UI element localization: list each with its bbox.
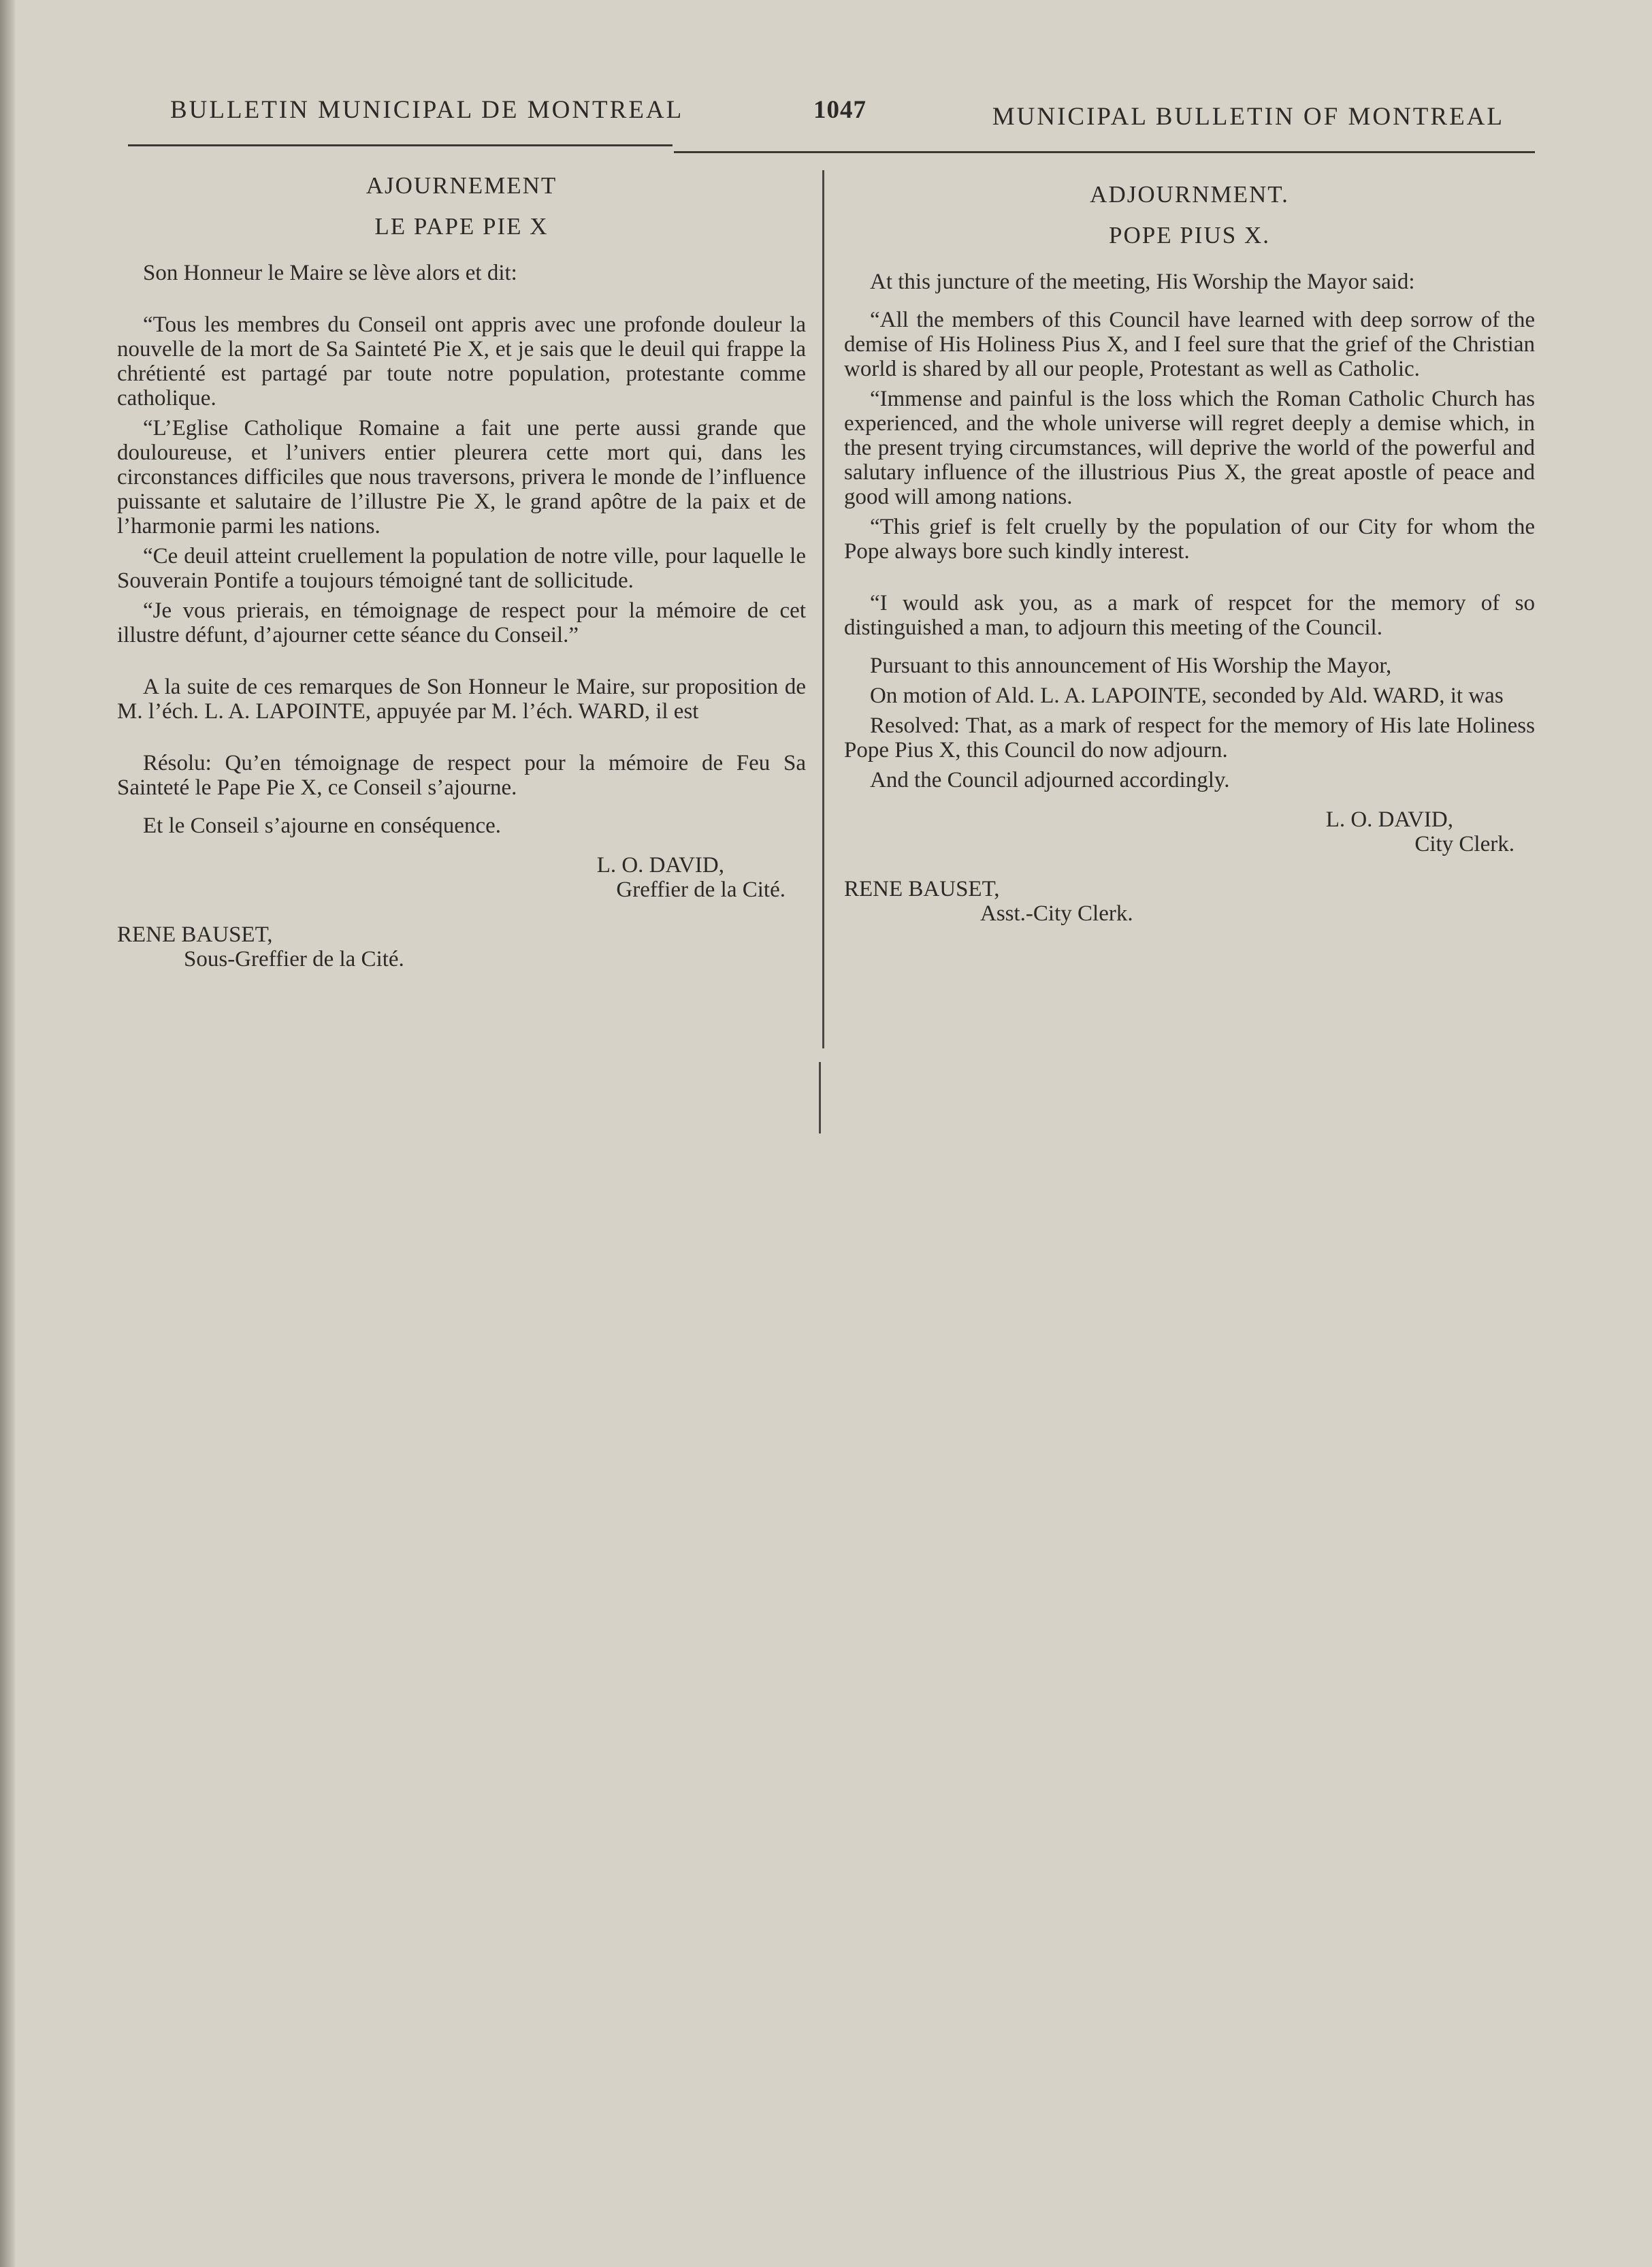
french-clerk-title: Greffier de la Cité. — [616, 878, 785, 902]
header-english-title: MUNICIPAL BULLETIN OF MONTREAL — [992, 103, 1504, 131]
french-intro: Son Honneur le Maire se lève alors et dit: — [143, 261, 517, 285]
english-resolution: Resolved: That, as a mark of respect for the memory of His late Holiness Pope Pius X, this Council do now adjourn. — [844, 713, 1535, 762]
english-clerk-name: L. O. DAVID, — [1325, 807, 1453, 832]
english-heading: ADJOURNMENT. — [1090, 181, 1289, 208]
french-paragraph-3: “Ce deuil atteint cruellement la population de notre ville, pour laquelle le Souverain Pontife a toujours témoigné tant de sollicitude. — [117, 544, 806, 593]
english-intro: At this juncture of the meeting, His Worship the Mayor said: — [870, 270, 1415, 294]
column-divider — [822, 170, 824, 1048]
french-paragraph-4: “Je vous prierais, en témoignage de respect pour la mémoire de cet illustre défunt, d’ajourner cette séance du Conseil.” — [117, 598, 806, 647]
page-binding-edge — [0, 0, 15, 2267]
page-number: 1047 — [813, 96, 867, 124]
english-assistant-name: RENE BAUSET, — [844, 877, 1000, 901]
french-subheading: LE PAPE PIE X — [374, 213, 549, 240]
english-closing: And the Council adjourned accordingly. — [870, 768, 1230, 792]
english-announcement: Pursuant to this announcement of His Worship the Mayor, — [870, 654, 1392, 678]
french-assistant-title: Sous-Greffier de la Cité. — [184, 947, 404, 971]
english-paragraph-4: “I would ask you, as a mark of respcet for the memory of so distinguished a man, to adjourn this meeting of the Council. — [844, 591, 1535, 640]
header-rule-left — [128, 144, 673, 146]
header-rule-right — [674, 151, 1535, 153]
french-paragraph-2: “L’Eglise Catholique Romaine a fait une perte aussi grande que douloureuse, et l’univers entier pleurera cette mort qui, dans les circonstances difficiles que nous traversons, privera le monde de l’influence puissante et salutaire de l’illustre Pie X, le grand apôtre de la paix et de l’harmonie parmi les nations. — [117, 416, 806, 538]
french-closing: Et le Conseil s’ajourne en conséquence. — [143, 814, 501, 838]
french-clerk-name: L. O. DAVID, — [596, 853, 724, 878]
french-paragraph-1: “Tous les membres du Conseil ont appris avec une profonde douleur la nouvelle de la mort de Sa Sainteté Pie X, et je sais que le deuil qui frappe la chrétienté est partagé par toute notre population, protestante comme catholique. — [117, 312, 806, 411]
english-subheading: POPE PIUS X. — [1109, 222, 1270, 248]
english-motion: On motion of Ald. L. A. LAPOINTE, seconded by Ald. WARD, it was — [870, 684, 1504, 708]
english-paragraph-3: “This grief is felt cruelly by the population of our City for whom the Pope always bore such kindly interest. — [844, 515, 1535, 564]
english-assistant-title: Asst.-City Clerk. — [980, 901, 1133, 926]
english-paragraph-2: “Immense and painful is the loss which the Roman Catholic Church has experienced, and the whole universe will regret deeply a demise which, in the present trying circumstances, will deprive the world of the powerful and salutary influence of the illustrious Pius X, the great apostle of peace and good will among nations. — [844, 387, 1535, 509]
english-paragraph-1: “All the members of this Council have learned with deep sorrow of the demise of His Holiness Pius X, and I feel sure that the grief of the Christian world is shared by all our people, Protestant as well as Catholic. — [844, 308, 1535, 381]
french-assistant-name: RENE BAUSET, — [117, 922, 273, 947]
header-french-title: BULLETIN MUNICIPAL DE MONTREAL — [170, 96, 684, 124]
english-column — [844, 182, 1535, 931]
french-heading: AJOURNEMENT — [366, 172, 557, 199]
column-divider-lower — [819, 1062, 821, 1134]
english-clerk-title: City Clerk. — [1414, 832, 1515, 856]
french-motion: A la suite de ces remarques de Son Honneur le Maire, sur proposition de M. l’éch. L. A. LAPOINTE, appuyée par M. l’éch. WARD, il est — [117, 675, 806, 724]
french-resolution: Résolu: Qu’en témoignage de respect pour la mémoire de Feu Sa Sainteté le Pape Pie X, ce Conseil s’ajourne. — [117, 751, 806, 800]
french-column — [117, 174, 806, 977]
page-header — [170, 95, 1504, 136]
